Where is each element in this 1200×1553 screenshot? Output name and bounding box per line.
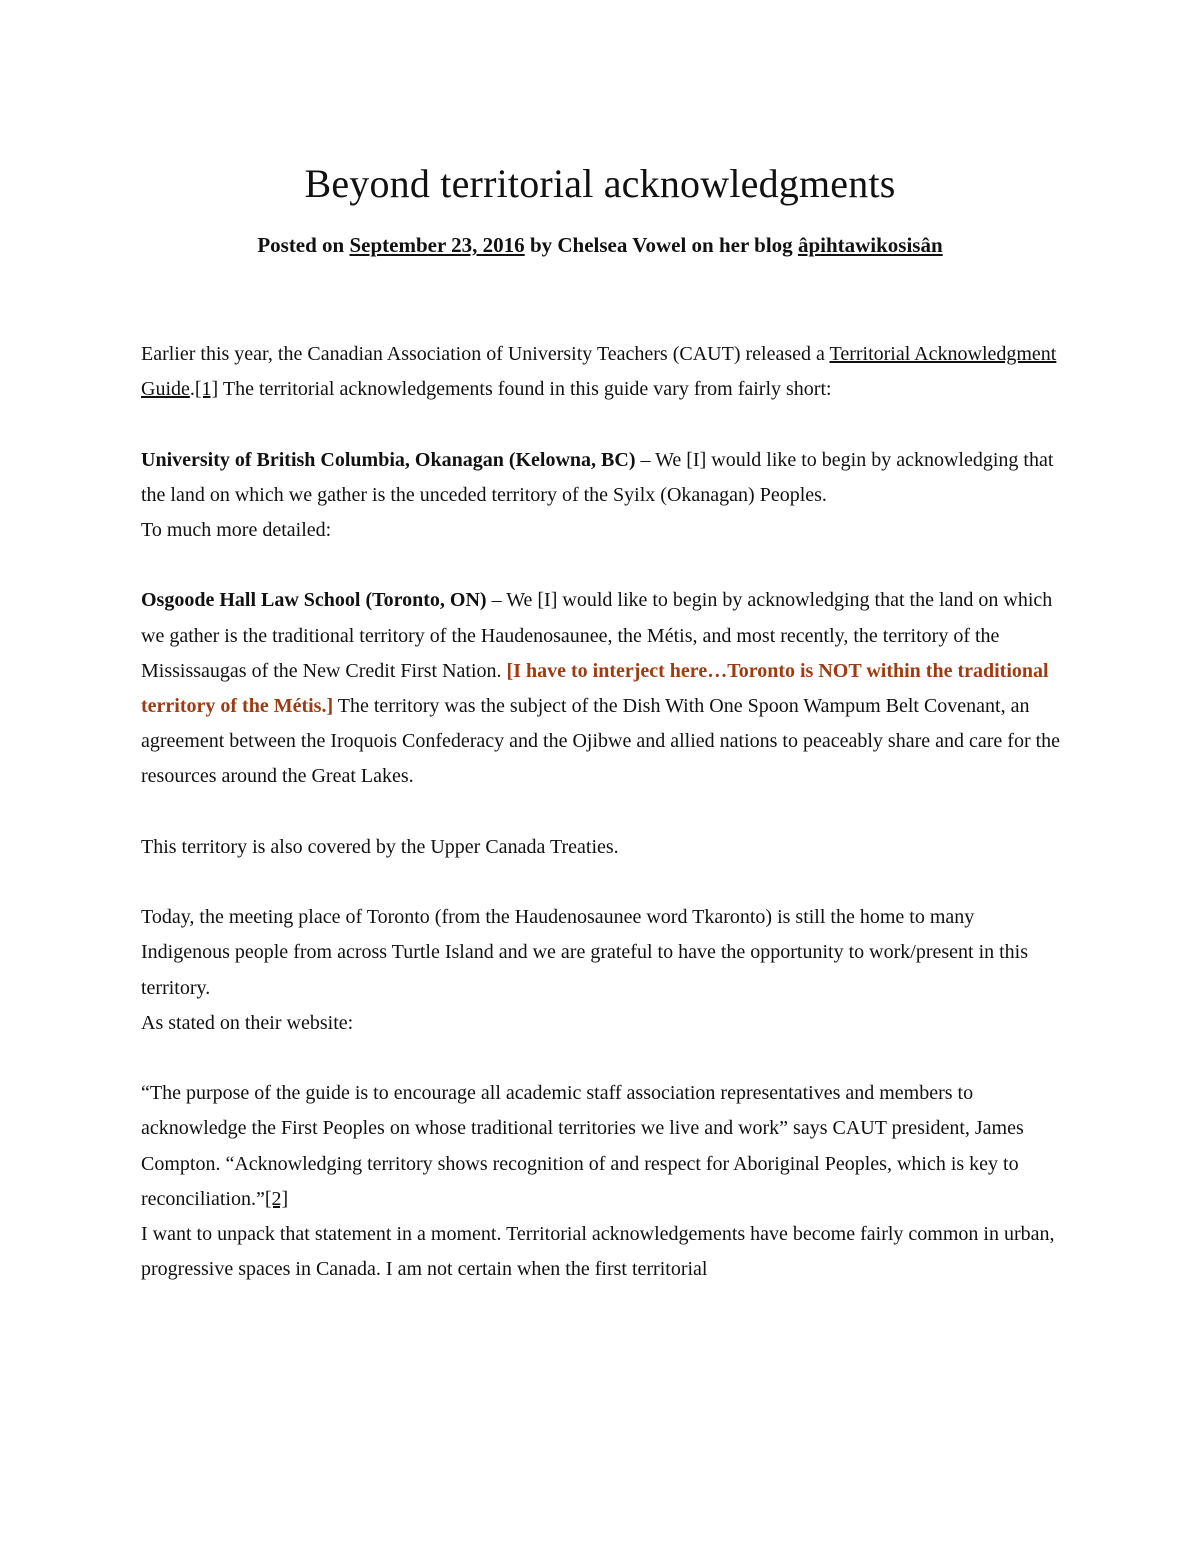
osgoode-text-continued: The territory was the subject of the Dish With One Spoon Wampum Belt Covenant, an agreement between the Iroquois Confederacy and the Ojibwe and allied nations to peaceably share and care for the resources around the Great Lakes. xyxy=(141,695,1061,788)
byline-prefix: Posted on xyxy=(257,233,350,257)
intro-period: . xyxy=(189,378,195,401)
document-title: Beyond territorial acknowledgments xyxy=(304,161,896,206)
ubc-text: – We [I] would like to begin by acknowledging that the land on which we gather is the unceded territory of the Syilx (Okanagan) Peoples. xyxy=(141,448,1054,506)
paragraph-unpack: I want to unpack that statement in a moment. Territorial acknowledgements have become fairly common in urban, progressive spaces in Canada. I am not certain when the first territorial xyxy=(141,1223,1055,1281)
post-date-link[interactable]: September 23, 2016 xyxy=(349,233,525,257)
ubc-heading: University of British Columbia, Okanagan (Kelowna, BC) xyxy=(141,448,636,471)
blog-link[interactable]: âpihtawikosisân xyxy=(797,233,943,257)
article-body xyxy=(141,337,1066,1287)
paragraph-tkaronto: Today, the meeting place of Toronto (from the Haudenosaunee word Tkaronto) is still the home to many Indigenous people from across Turtle Island and we are grateful to have the opportunity to work/present in this territory. xyxy=(141,906,1029,999)
paragraph-intro xyxy=(141,337,1066,407)
paragraph-gap xyxy=(141,548,1066,583)
osgoode-heading: Osgoode Hall Law School (Toronto, ON) xyxy=(141,589,487,612)
intro-text-continued: The territorial acknowledgements found in this guide vary from fairly short: xyxy=(218,378,832,401)
paragraph-treaties: This territory is also covered by the Upper Canada Treaties. xyxy=(141,835,619,858)
paragraph-website: As stated on their website: xyxy=(141,1011,354,1034)
paragraph-gap xyxy=(141,1041,1066,1076)
author-interjection: [I have to interject here…Toronto is NOT within the traditional territory of the Métis.] xyxy=(141,659,1049,717)
paragraph-ubc xyxy=(141,443,1066,513)
paragraph-quote xyxy=(141,1076,1066,1217)
footnote-link-2[interactable]: [2] xyxy=(264,1187,289,1210)
footnote-link-1[interactable]: [1] xyxy=(194,378,219,401)
guide-link[interactable]: Territorial Acknowledgment Guide xyxy=(141,343,1057,401)
paragraph-transition: To much more detailed: xyxy=(141,519,332,541)
byline xyxy=(0,230,1200,260)
paragraph-gap xyxy=(141,865,1066,900)
byline-middle: by Chelsea Vowel on her blog xyxy=(524,233,798,257)
paragraph-osgoode xyxy=(141,583,1066,794)
osgoode-text: – We [I] would like to begin by acknowledging that the land on which we gather is the traditional territory of the Haudenosaunee, the Métis, and most recently, the territory of the Mississaugas of the New Credit First Nation. xyxy=(141,589,1053,682)
intro-text: Earlier this year, the Canadian Association of University Teachers (CAUT) released a xyxy=(141,343,830,365)
paragraph-gap xyxy=(141,795,1066,830)
paragraph-gap xyxy=(141,407,1066,442)
quote-text: “The purpose of the guide is to encourage all academic staff association representatives and members to acknowledge the First Peoples on whose traditional territories we live and work” says CAUT president, James Compton. “Acknowledging territory shows recognition of and respect for Aboriginal Peoples, which is key to reconciliation.” xyxy=(141,1082,1024,1210)
